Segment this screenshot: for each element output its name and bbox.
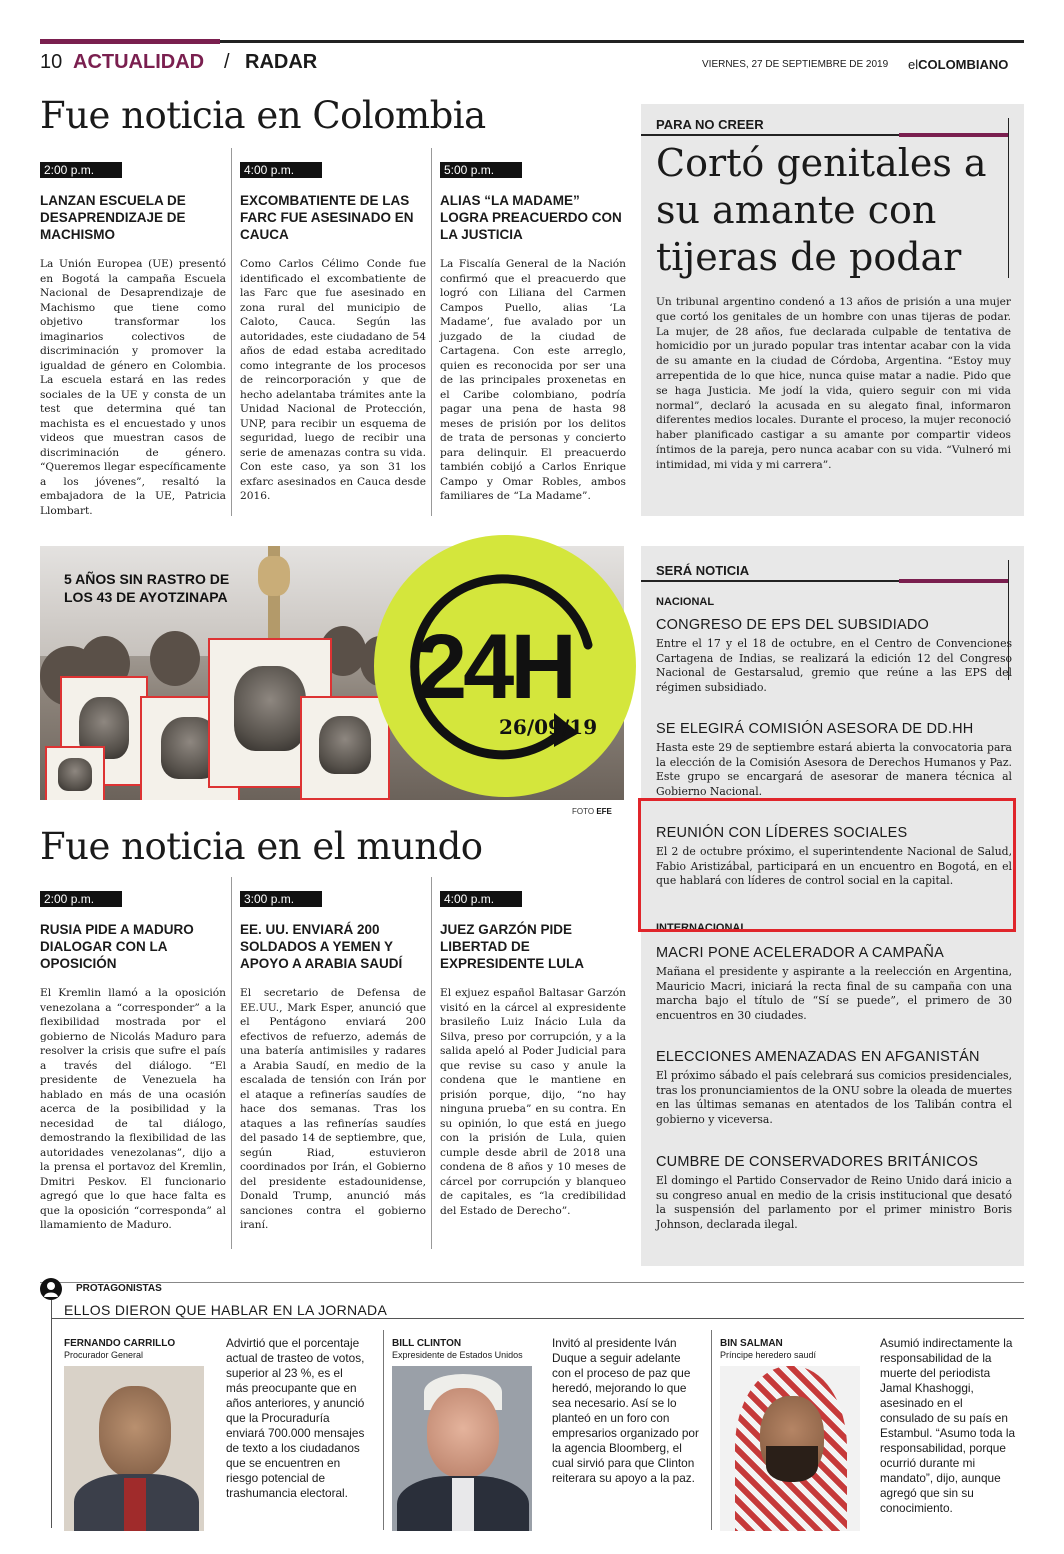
sera-noticia-item — [656, 1154, 1012, 1232]
item-body: Entre el 17 y el 18 de octubre, en el Centro de Convenciones Cartagena de Indias, se realizará la edición 12 del Congreso Nacional de Gestarsalud, gremio que reúne a las EPS del régimen subsidiado. — [656, 637, 1012, 694]
column-divider — [383, 1330, 384, 1530]
column-divider — [231, 877, 232, 1249]
item-headline: CONGRESO DE EPS DEL SUBSIDIADO — [656, 617, 929, 633]
protagonist-text: Advirtió que el porcentaje actual de trasteo de votos, superior al 23 %, es el más preocupante que en años anteriores, y anunció que la Procuraduría enviará 700.000 mensajes de texto a los ciudadanos que se encuentren en riesgo potencial de trashumancia electoral. — [226, 1336, 365, 1500]
photo-caption: 5 AÑOS SIN RASTRO DE LOS 43 DE AYOTZINAPA — [64, 571, 230, 605]
article-headline: JUEZ GARZÓN PIDE LIBERTAD DE EXPRESIDENTE LULA — [440, 922, 585, 971]
protagonist-text: Invitó al presidente Iván Duque a seguir adelante con el proceso de paz que heredó, mejorando lo que sea necesario. Así se lo planteó en un foro con empresarios organizado por la agencia Bloomberg, el cual sirvió para que Clinton reiterara su apoyo a la paz. — [552, 1336, 699, 1485]
article-time: 4:00 p.m. — [440, 891, 522, 907]
article-time: 5:00 p.m. — [440, 162, 522, 178]
column-divider — [711, 1330, 712, 1530]
newspaper-logo: elCOLOMBIANO — [908, 57, 1009, 72]
mundo-article-3 — [440, 888, 626, 1218]
page-number: 10 — [40, 51, 63, 73]
article-time: 3:00 p.m. — [240, 891, 322, 907]
column-divider — [231, 148, 232, 516]
mundo-section-title: Fue noticia en el mundo — [40, 825, 483, 868]
protagonist-name: BIN SALMAN — [720, 1338, 783, 1349]
colombia-article-1 — [40, 159, 226, 518]
item-headline: ELECCIONES AMENAZADAS EN AFGANISTÁN — [656, 1049, 980, 1065]
protagonistas-vertical-rule — [51, 1300, 52, 1528]
protagonist-photo-bin-salman — [720, 1366, 860, 1531]
protagonistas-subtitle: ELLOS DIERON QUE HABLAR EN LA JORNADA — [64, 1302, 388, 1318]
article-headline: EXCOMBATIENTE DE LAS FARC FUE ASESINADO EN CAUCA — [240, 193, 414, 242]
para-no-creer-title: Cortó genitales a su amante con tijeras de podar — [656, 141, 987, 279]
protagonist-photo-carrillo — [64, 1366, 204, 1531]
edition-date: VIERNES, 27 DE SEPTIEMBRE DE 2019 — [702, 59, 889, 70]
internacional-label: INTERNACIONAL — [656, 922, 748, 934]
item-body: El próximo sábado el país celebrará sus comicios presidenciales, tras los pronunciamientos de la ONU sobre la oleada de muertes en las últimas semanas en atentados de los Talibán contra el gobierno y viceversa. — [656, 1069, 1012, 1126]
article-headline: EE. UU. ENVIARÁ 200 SOLDADOS A YEMEN Y APOYO A ARABIA SAUDÍ — [240, 922, 403, 971]
article-body: La Unión Europea (UE) presentó en Bogotá la campaña Escuela Nacional de Desaprendizaje de Machismo que tiene como objetivo transformar los imaginarios colectivos de discriminación y promover la igualdad de género en Colombia. La escuela estará en las redes sociales de la UE y consta de un test que determina qué tan machista es el encuestado y unos videos que muestran casos de discriminación de género. “Queremos llegar específicamente a los jóvenes”, resaltó la embajadora de la UE, Patricia Llombart. — [40, 258, 226, 517]
item-body: Mañana el presidente y aspirante a la reelección en Argentina, Mauricio Macri, iniciará la recta final de su campaña con una marcha bajo el título de “Sí se puede”, el primero de 30 encuentros en 30 ciudades. — [656, 965, 1012, 1022]
article-body: El Kremlin llamó a la oposición venezolana a “corresponder” a la flexibilidad mostrada por el gobierno de Nicolás Maduro para resolver la crisis que sufre el país a través del diálogo. “El presidente de Venezuela ha hablado en más de una ocasión acerca de la posibilidad y la necesidad de tal diálogo, demostrando la flexibilidad de las autoridades venezolanas”, dijo a la prensa el portavoz del Kremlin, Dmitri Peskov. El funcionario agregó que lo que hace falta es que la oposición “corresponda” al llamamiento de Maduro. — [40, 987, 226, 1231]
protagonist-role: Príncipe heredero saudí — [720, 1350, 817, 1360]
column-divider — [431, 877, 432, 1249]
section-slash: / — [224, 51, 230, 73]
protagonist-name: FERNANDO CARRILLO — [64, 1338, 176, 1349]
header-rule — [40, 40, 1024, 43]
item-headline: SE ELEGIRÁ COMISIÓN ASESORA DE DD.HH — [656, 721, 974, 737]
item-body: El domingo el Partido Conservador de Reino Unido dará inicio a su congreso anual en medio de la crisis institucional que desató la suspensión del parlamento por el primer ministro Boris Johnson, declarada ilegal. — [656, 1174, 1012, 1231]
article-headline: RUSIA PIDE A MADURO DIALOGAR CON LA OPOSICIÓN — [40, 922, 194, 971]
article-body: El exjuez español Baltasar Garzón visitó en la cárcel al expresidente brasileño Luiz Inácio Lula da Silva, preso por corrupción, y a la salida apeló al Poder Judicial para que revise su caso y anule la condena que le mantiene en prisión porque, dijo, “no hay ninguna prueba” en su contra. En su opinión, lo que está en juego con la prisión de Lula, quien cumple desde abril de 2018 una condena de 8 años y 10 meses de cárcel por corrupción y blanqueo de capitales, es “la credibilidad del Estado de Derecho”. — [440, 987, 626, 1217]
colombia-article-3 — [440, 159, 626, 504]
protagonistas-label: PROTAGONISTAS — [76, 1283, 162, 1294]
protagonist-text: Asumió indirectamente la responsabilidad de la muerte del periodista Jamal Khashoggi, asesinado en el consulado de su país en Estambul. “Asumo toda la responsabilidad, porque ocurrió durante mi mandato”, dijo, aunque agregó que sin su conocimiento. — [880, 1336, 1016, 1515]
protagonist-role: Procurador General — [64, 1350, 144, 1360]
sera-noticia-item — [656, 617, 1012, 695]
section-name: ACTUALIDAD — [73, 51, 205, 73]
item-headline: CUMBRE DE CONSERVADORES BRITÁNICOS — [656, 1154, 979, 1170]
box-rule — [641, 580, 1009, 582]
article-headline: ALIAS “LA MADAME” LOGRA PREACUERDO CON LA JUSTICIA — [440, 193, 622, 242]
article-body: La Fiscalía General de la Nación confirmó que el preacuerdo que logró con Liliana del Carmen Campos Puello, alias ‘La Madame’, fue avalado por un juzgado de la ciudad de Cartagena. Con este arreglo, quien es reconocida por ser una de las principales proxenetas en el Caribe colombiano, podría pagar una pena de hasta 98 meses de prisión por los delitos de trata de personas y concierto para delinquir. El preacuerdo también cobijó a Carlos Enrique Campo y Omar Robles, ambos familiares de “La Madame”. — [440, 258, 626, 502]
mundo-article-1 — [40, 888, 226, 1233]
protagonistas-rule — [40, 1282, 1024, 1283]
sera-noticia-label: SERÁ NOTICIA — [656, 563, 750, 578]
item-headline: MACRI PONE ACELERADOR A CAMPAÑA — [656, 945, 944, 961]
sera-noticia-item — [656, 1049, 1012, 1127]
nacional-label: NACIONAL — [656, 596, 715, 608]
mundo-article-2 — [240, 888, 426, 1233]
protagonist-role: Expresidente de Estados Unidos — [392, 1350, 523, 1360]
article-body: El secretario de Defensa de EE.UU., Mark Esper, anunció que el Pentágono enviará 200 efectivos de refuerzo, además de una batería antimisiles y radares a Arabia Saudí, en medio de la escalada de tensión con Irán por el ataque a refinerías saudíes de hace dos semanas. Tras los ataques a las refinerías saudíes del pasado 14 de septiembre, que, según Riad, estuvieron coordinados por Irán, el Gobierno del presidente estadounidense, Donald Trump, anunció más sanciones contra el gobierno iraní. — [240, 987, 426, 1231]
para-no-creer-body: Un tribunal argentino condenó a 13 años de prisión a una mujer que cortó los genitales de un hombre con unas tijeras de podar. La mujer, de 28 años, fue declarada culpable de tentativa de homicidio por un jurado popular tras intentar acabar con la vida de su amante en la ciudad de Córdoba, Argentina. “Estoy muy arrepentida de lo que hice, nunca quise matar a nadie. Pido que se haga Justicia. Me jodí la vida, quiero seguir con mi vida normal”, declaró la acusada en su alegato final, informaron diferentes medios locales. Durante el proceso, la mujer reconoció haber planificado castigar a su amante por compartir videos íntimos de la pareja, pero nunca acabar con su vida. “Vulneró mi intimidad, mi vida y mi carrera”. — [656, 296, 1011, 471]
person-icon — [40, 1278, 62, 1300]
photo-credit: FOTO EFE — [572, 807, 612, 816]
article-time: 2:00 p.m. — [40, 162, 122, 178]
sera-noticia-item — [656, 721, 1012, 799]
item-headline: REUNIÓN CON LÍDERES SOCIALES — [656, 825, 908, 841]
box-rule — [641, 134, 1009, 136]
article-body: Como Carlos Célimo Conde fue identificado el excombatiente de las Farc que fue asesinado en zona rural del municipio de Caloto, Cauca. Según las autoridades, este ciudadano de 54 años de edad estaba acreditado como integrante de los procesos de reincorporación y que de hecho adelantaba trámites ante la Unidad Nacional de Protección, UNP, para recibir un esquema de seguridad, luego de recibir una serie de amenazas contra su vida. Con este caso, ya son 31 los exfarc asesinados en Cauca desde 2016. — [240, 258, 426, 502]
article-time: 2:00 p.m. — [40, 891, 122, 907]
article-time: 4:00 p.m. — [240, 162, 322, 178]
sera-noticia-item — [656, 945, 1012, 1023]
protagonist-photo-clinton — [392, 1366, 532, 1531]
item-body: Hasta este 29 de septiembre estará abierta la convocatoria para la elección de la Comisión Asesora de Derechos Humanos y Paz. Este grupo se encargará de asesorar de manera técnica al Gobierno Nacional. — [656, 741, 1012, 798]
protagonistas-rule-2 — [51, 1318, 1024, 1319]
para-no-creer-label: PARA NO CREER — [656, 117, 764, 132]
highlight-box — [638, 798, 1016, 932]
24h-logo — [374, 535, 636, 797]
column-divider — [431, 148, 432, 516]
subsection-name: RADAR — [245, 51, 318, 73]
colombia-section-title: Fue noticia en Colombia — [40, 94, 486, 137]
item-body: El 2 de octubre próximo, el superintendente Nacional de Salud, Fabio Aristizábal, participará en un encuentro en Bogotá, en el que hablará con líderes de control social en la capital. — [656, 845, 1012, 887]
article-headline: LANZAN ESCUELA DE DESAPRENDIZAJE DE MACHISMO — [40, 193, 186, 242]
colombia-article-2 — [240, 159, 426, 504]
24h-logo-text: 24H — [416, 616, 573, 718]
protagonist-name: BILL CLINTON — [392, 1338, 462, 1349]
24h-logo-date: 26/09/19 — [499, 715, 598, 739]
